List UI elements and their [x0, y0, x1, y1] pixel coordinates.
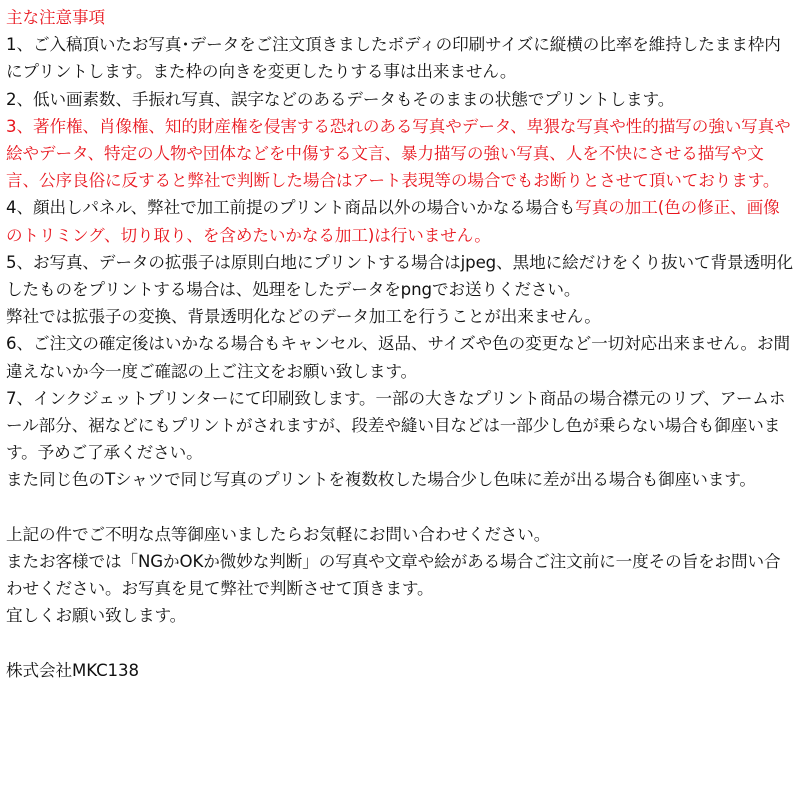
blank-line [6, 630, 794, 657]
company-name: 株式会社MKC138 [6, 660, 139, 680]
notice-item-4-text: 4、顔出しパネル、弊社で加工前提のプリント商品以外の場合いかなる場合も [6, 198, 576, 218]
notice-item-7-note: また同じ色のTシャツで同じ写真のプリントを複数枚した場合少し色味に差が出る場合も御座います。 [6, 470, 756, 490]
closing-line-2: またお客様では「NGかOKか微妙な判断」の写真や文章や絵がある場合ご注文前に一度その旨をお問い合わせください。お写真を見て弊社で判断させて頂きます。 [6, 552, 781, 599]
closing-line-3: 宜しくお願い致します。 [6, 606, 187, 626]
blank-line [6, 494, 794, 521]
notice-heading: 主な注意事項 [6, 8, 105, 27]
notice-item-4 [6, 194, 794, 248]
notice-item-5-note: 弊社では拡張子の変換、背景透明化などのデータ加工を行うことが出来ません。 [6, 307, 601, 327]
notice-item-4-warning: 写真の加工(色の修正、画像のトリミング、切り取り、を含めたいかなる加工)は行いません。 [6, 198, 780, 245]
notice-item-7: 7、インクジェットプリンターにて印刷致します。一部の大きなプリント商品の場合襟元のリブ、アームホール部分、裾などにもプリントがされますが、段差や縫い目などは一部少し色が乗らない場合も御座います。予めご了承ください。 [6, 388, 786, 463]
notice-item-1: 1、ご入稿頂いたお写真･データをご注文頂きましたボディの印刷サイズに縦横の比率を維持したまま枠内にプリントします。また枠の向きを変更したりする事は出来ません。 [6, 35, 781, 82]
notice-item-2: 2、低い画素数、手振れ写真、誤字などのあるデータもそのままの状態でプリントします。 [6, 89, 675, 109]
notice-item-3: 3、著作権、肖像権、知的財産権を侵害する恐れのある写真やデータ、卑猥な写真や性的描写の強い写真や絵やデータ、特定の人物や団体などを中傷する文言、暴力描写の強い写真、人を不快にさせる描写や文言、公序良俗に反すると弊社で判断した場合はアート表現等の場合でもお断りとさせて頂いております。 [6, 116, 791, 191]
notice-item-5: 5、お写真、データの拡張子は原則白地にプリントする場合はjpeg、黒地に絵だけをくり抜いて背景透明化したものをプリントする場合は、処理をしたデータをpngでお送りください。 [6, 252, 793, 300]
notice-item-6: 6、ご注文の確定後はいかなる場合もキャンセル、返品、サイズや色の変更など一切対応出来ません。お間違えないか今一度ご確認の上ご注文をお願い致します。 [6, 334, 791, 381]
closing-line-1: 上記の件でご不明な点等御座いましたらお気軽にお問い合わせください。 [6, 524, 551, 544]
